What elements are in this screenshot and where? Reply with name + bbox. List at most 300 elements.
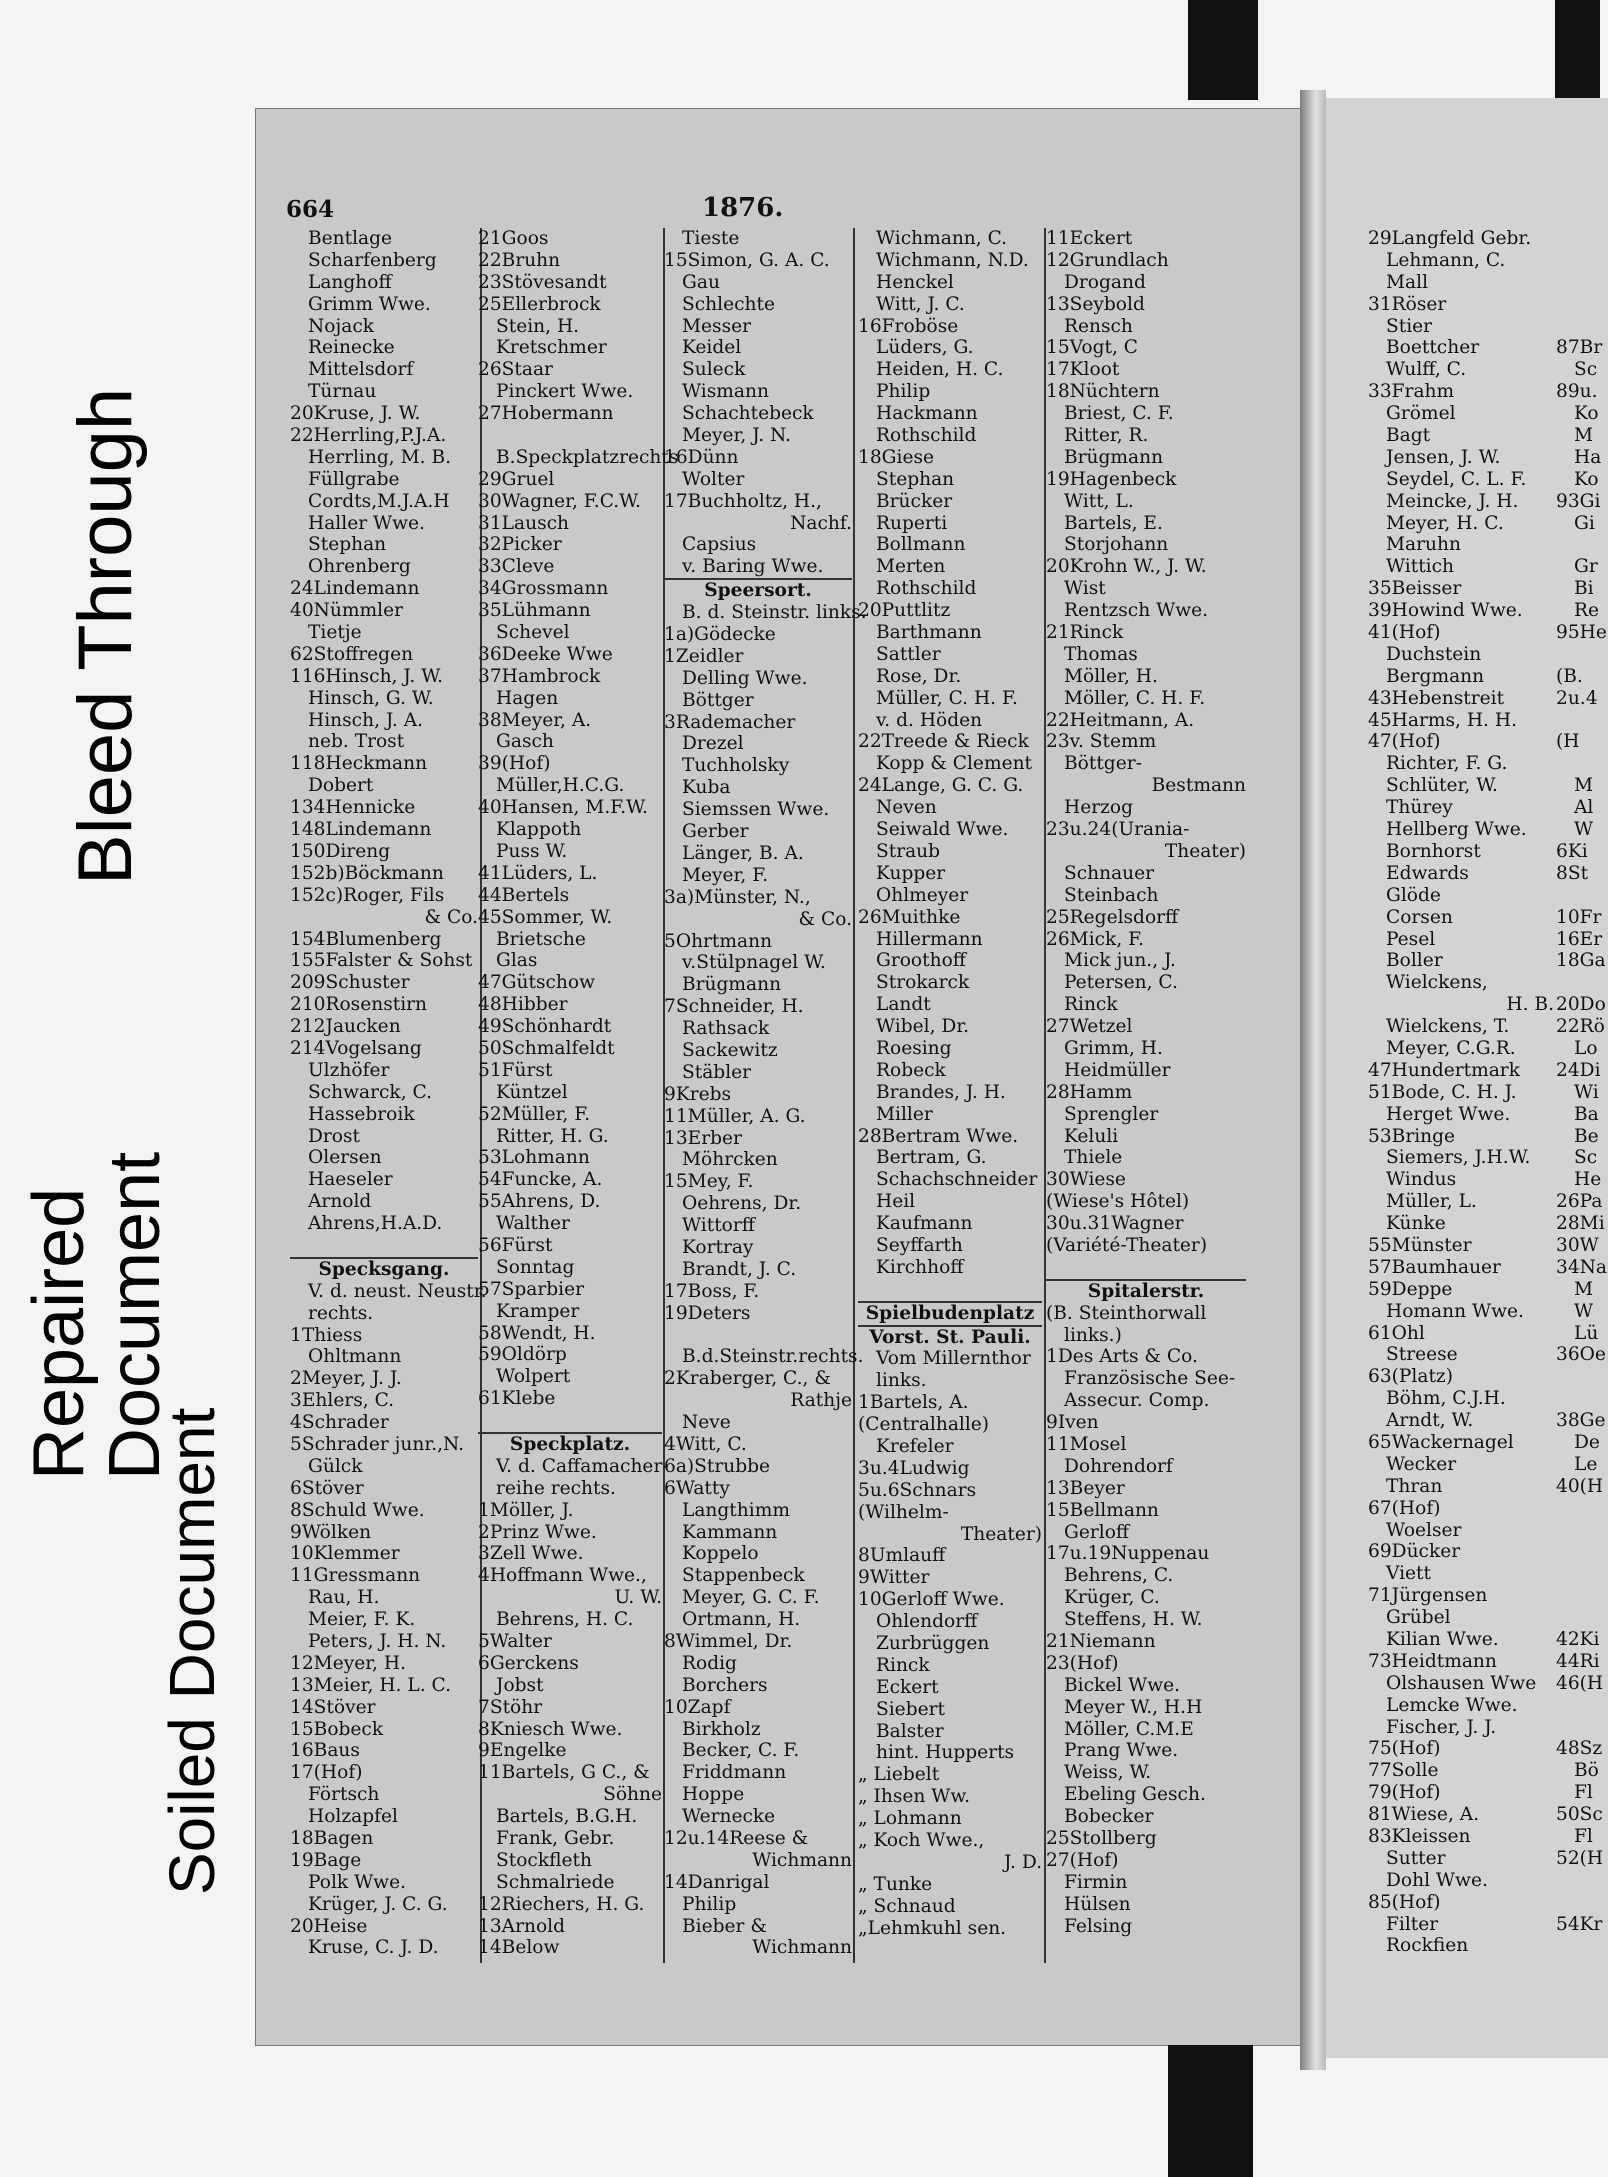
directory-entry: 30Wiese <box>1046 1169 1126 1191</box>
directory-entry: rechts. <box>308 1302 374 1324</box>
directory-entry: 83Kleissen <box>1368 1826 1471 1848</box>
directory-column-6 <box>1368 228 1554 1957</box>
directory-entry: 36Deeke Wwe <box>478 643 613 665</box>
directory-entry: Wittorff <box>682 1215 755 1237</box>
directory-entry: 40Hansen, M.F.W. <box>478 797 648 819</box>
directory-entry: Hackmann <box>876 403 978 425</box>
directory-entry <box>1556 316 1600 338</box>
directory-entry: 52(H <box>1556 1847 1604 1869</box>
directory-entry: 50Sc <box>1556 1804 1603 1826</box>
directory-entry: Lü <box>1574 1322 1599 1344</box>
directory-entry: V. d. neust. Neustr. <box>308 1280 487 1302</box>
directory-entry: 22Rö <box>1556 1016 1605 1038</box>
directory-entry: Kopp & Clement <box>876 753 1033 775</box>
directory-entry <box>1556 1892 1600 1914</box>
directory-entry <box>1556 272 1600 294</box>
directory-entry: 20Heise <box>290 1915 368 1937</box>
directory-entry: 16Dünn <box>664 446 739 468</box>
directory-entry: Theater) <box>1164 840 1246 862</box>
directory-entry: 18Ga <box>1556 950 1606 972</box>
directory-entry: He <box>1574 1169 1602 1191</box>
directory-entry <box>1556 228 1600 250</box>
directory-entry: Edwards <box>1386 862 1469 884</box>
directory-entry: Maruhn <box>1386 534 1461 556</box>
directory-entry: 81Wiese, A. <box>1368 1804 1480 1826</box>
directory-entry: Tieste <box>682 228 740 249</box>
directory-entry: 23v. Stemm <box>1046 731 1157 753</box>
directory-entry <box>1556 753 1600 775</box>
directory-entry: Rau, H. <box>308 1587 380 1609</box>
directory-entry: 30Wagner, F.C.W. <box>478 490 641 512</box>
directory-entry: Prang Wwe. <box>1064 1740 1179 1762</box>
directory-entry: Walther <box>496 1213 570 1235</box>
directory-entry: Meyer W., H.H <box>1064 1696 1203 1718</box>
directory-entry: 26Mick, F. <box>1046 928 1145 950</box>
directory-entry: Bickel Wwe. <box>1064 1674 1181 1696</box>
directory-entry: „ Koch Wwe., <box>858 1830 985 1852</box>
directory-entry: Gi <box>1574 512 1595 534</box>
directory-entry: Balster <box>876 1720 944 1742</box>
directory-entry: Brandes, J. H. <box>876 1081 1006 1103</box>
directory-entry: 20Do <box>1556 994 1606 1016</box>
directory-entry: 13Beyer <box>1046 1477 1125 1499</box>
directory-entry <box>1556 1498 1600 1520</box>
directory-entry: W <box>1574 1300 1594 1322</box>
directory-entry: Sc <box>1574 1147 1598 1169</box>
directory-entry: Scharfenberg <box>308 249 437 271</box>
directory-entry <box>1556 972 1600 994</box>
directory-entry: reihe rechts. <box>496 1477 616 1499</box>
directory-entry: Barthmann <box>876 622 982 644</box>
directory-entry: 4Hoffmann Wwe., <box>478 1565 647 1587</box>
directory-entry: hint. Hupperts <box>876 1742 1015 1764</box>
directory-entry: Schlüter, W. <box>1386 775 1498 797</box>
directory-entry: 3a)Münster, N., <box>664 886 811 908</box>
directory-entry: Witt, J. C. <box>876 293 965 315</box>
directory-entry: 2u.4 <box>1556 687 1598 709</box>
directory-entry: Haller Wwe. <box>308 512 425 534</box>
directory-entry: „Lehmkuhl sen. <box>858 1917 1007 1939</box>
directory-entry: Zurbrüggen <box>876 1633 990 1654</box>
directory-entry: Thürey <box>1386 797 1453 819</box>
directory-entry: Rathje <box>790 1390 852 1412</box>
directory-entry: Vorst. St. Pauli. <box>858 1325 1042 1349</box>
directory-entry: Al <box>1574 797 1594 819</box>
directory-entry: H. B. <box>1506 994 1554 1016</box>
directory-entry: Gr <box>1574 556 1598 578</box>
directory-entry: Ulzhöfer <box>308 1059 390 1081</box>
directory-entry: Brücker <box>876 490 953 512</box>
directory-entry: Kammann <box>682 1521 778 1543</box>
directory-entry: 40(H <box>1556 1475 1604 1497</box>
directory-entry: 71Jürgensen <box>1368 1585 1488 1607</box>
directory-entry: 4Schrader <box>290 1412 389 1434</box>
directory-entry: Wolter <box>682 468 745 490</box>
directory-column-1 <box>290 228 487 1959</box>
directory-entry: Förtsch <box>308 1784 380 1806</box>
directory-entry: Eckert <box>876 1676 939 1698</box>
directory-entry: Rensch <box>1064 315 1133 337</box>
directory-entry: 9Wölken <box>290 1521 372 1543</box>
directory-entry: Peters, J. H. N. <box>308 1631 447 1652</box>
directory-entry: 11Bartels, G C., & <box>478 1762 650 1784</box>
directory-entry: 16Baus <box>290 1740 360 1762</box>
directory-entry <box>1556 1366 1600 1388</box>
directory-entry: 7Stöhr <box>478 1696 543 1718</box>
directory-entry: Wichmann <box>752 1849 852 1871</box>
directory-entry: Ohlendorff <box>876 1611 978 1633</box>
directory-entry: Windus <box>1386 1169 1457 1191</box>
directory-entry: Gülck <box>308 1455 363 1477</box>
directory-entry: Stäbler <box>682 1061 752 1083</box>
directory-entry: 31Lausch <box>478 512 569 534</box>
directory-entry: Fischer, J. J. <box>1386 1716 1497 1738</box>
directory-entry: 77Solle <box>1368 1760 1439 1782</box>
directory-entry: 44Bertels <box>478 884 570 906</box>
directory-entry: 30W <box>1556 1234 1599 1256</box>
directory-entry <box>664 1325 852 1347</box>
directory-entry: 118Heckmann <box>290 753 428 775</box>
directory-entry: Woelser <box>1386 1519 1462 1541</box>
directory-entry: 14Danrigal <box>664 1871 770 1893</box>
directory-entry: (Variété-Theater) <box>1046 1234 1208 1256</box>
directory-entry: 3u.4Ludwig <box>858 1457 970 1479</box>
directory-entry: Bergmann <box>1386 665 1485 687</box>
directory-entry: Haeseler <box>308 1169 393 1191</box>
directory-entry: 45Harms, H. H. <box>1368 709 1518 731</box>
directory-entry: Olersen <box>308 1147 382 1169</box>
directory-entry: Merten <box>876 556 946 578</box>
directory-entry: Wichmann <box>752 1937 852 1959</box>
directory-entry: Lehmann, C. <box>1386 249 1506 271</box>
directory-entry: Drogand <box>1064 271 1146 293</box>
directory-entry: Mall <box>1386 271 1429 293</box>
directory-entry <box>1556 644 1600 666</box>
directory-entry: Meyer, F. <box>682 864 769 886</box>
directory-entry: Böttger <box>682 689 754 711</box>
directory-entry: 32Picker <box>478 534 562 556</box>
directory-entry: 1a)Gödecke <box>664 624 776 646</box>
directory-entry: 148Lindemann <box>290 819 432 841</box>
directory-entry: 12u.14Reese & <box>664 1828 809 1850</box>
directory-entry: Jensen, J. W. <box>1386 446 1501 468</box>
directory-entry: 89u. <box>1556 381 1598 403</box>
directory-entry: (Wilhelm- <box>858 1501 949 1523</box>
directory-entry: 152b)Böckmann <box>290 862 444 884</box>
directory-entry: 47Gütschow <box>478 972 596 994</box>
directory-entry: Kortray <box>682 1236 754 1258</box>
directory-entry: Heil <box>876 1191 916 1213</box>
directory-entry: Seiwald Wwe. <box>876 819 1009 841</box>
directory-entry: Bö <box>1574 1760 1599 1782</box>
directory-entry: v. Baring Wwe. <box>682 556 824 578</box>
directory-entry: 11Eckert <box>1046 228 1133 249</box>
label-repaired-line: Repaired <box>19 1187 99 1480</box>
directory-column-7 <box>1556 228 1608 1935</box>
directory-entry: Koppelo <box>682 1543 759 1565</box>
directory-entry: Tietje <box>308 622 362 644</box>
directory-entry: 15Simon, G. A. C. <box>664 249 830 271</box>
directory-entry: Arnold <box>308 1191 372 1213</box>
directory-entry: 49Schönhardt <box>478 1016 612 1038</box>
margin-label-soiled: Soiled Document <box>156 1407 228 1895</box>
directory-entry: 48Hibber <box>478 994 568 1016</box>
directory-entry: 2Meyer, J. J. <box>290 1368 402 1390</box>
directory-entry: 35Lühmann <box>478 600 591 622</box>
directory-entry: Krefeler <box>876 1435 954 1457</box>
directory-entry: De <box>1574 1431 1600 1453</box>
directory-entry: Hillermann <box>876 928 983 950</box>
directory-entry: Bagt <box>1386 425 1431 447</box>
directory-entry: „ Schnaud <box>858 1895 956 1917</box>
directory-entry: Stockfleth <box>496 1849 592 1871</box>
directory-entry: 3Zell Wwe. <box>478 1543 584 1565</box>
directory-entry: 14Below <box>478 1937 560 1959</box>
directory-entry: Nachf. <box>790 512 852 534</box>
directory-entry: 1Bartels, A. <box>858 1392 969 1414</box>
directory-entry: 79(Hof) <box>1368 1782 1441 1804</box>
directory-entry: 27Hobermann <box>478 403 614 425</box>
directory-entry: Olshausen Wwe <box>1386 1672 1537 1694</box>
directory-entry: & Co. <box>424 906 478 928</box>
directory-entry: 16Froböse <box>858 315 959 337</box>
directory-entry: Ohltmann <box>308 1346 402 1368</box>
directory-entry: 41Lüders, L. <box>478 862 598 884</box>
directory-entry: 11Müller, A. G. <box>664 1105 806 1127</box>
directory-entry: Viett <box>1386 1563 1431 1585</box>
directory-entry: 25Stollberg <box>1046 1828 1157 1850</box>
directory-entry: Rockfien <box>1386 1935 1469 1957</box>
directory-entry: 44Ri <box>1556 1650 1600 1672</box>
directory-entry: Mick jun., J. <box>1064 950 1176 972</box>
page-year: 1876. <box>702 193 784 223</box>
directory-entry: Schachtebeck <box>682 403 814 425</box>
directory-entry: 7Schneider, H. <box>664 996 804 1018</box>
directory-entry: Stappenbeck <box>682 1565 805 1587</box>
directory-entry: Lo <box>1574 1037 1598 1059</box>
directory-entry: Philip <box>682 1893 737 1915</box>
directory-entry: B. d. Steinstr. links. <box>682 602 867 624</box>
directory-entry: v. d. Höden <box>876 709 983 731</box>
directory-entry: Stephan <box>876 468 955 490</box>
directory-entry: 1Möller, J. <box>478 1499 574 1521</box>
directory-entry: 67(Hof) <box>1368 1497 1441 1519</box>
directory-entry: Ritter, H. G. <box>496 1125 609 1147</box>
directory-entry: Bollmann <box>876 534 966 556</box>
directory-entry: M <box>1574 775 1594 797</box>
directory-entry: Corsen <box>1386 906 1453 928</box>
directory-entry: 5Walter <box>478 1631 552 1652</box>
directory-entry: Briest, C. F. <box>1064 403 1174 425</box>
directory-entry: Richter, F. G. <box>1386 753 1508 775</box>
directory-entry: Böttger- <box>1064 753 1142 775</box>
page-fold <box>1300 90 1326 2070</box>
directory-entry: 45Sommer, W. <box>478 906 613 928</box>
directory-entry: 8Kniesch Wwe. <box>478 1718 623 1740</box>
directory-entry: Sutter <box>1386 1847 1446 1869</box>
directory-entry: 19Deters <box>664 1302 751 1324</box>
directory-entry: Ko <box>1574 403 1599 425</box>
directory-entry: Schmalriede <box>496 1871 615 1893</box>
directory-entry: Oehrens, Dr. <box>682 1193 802 1215</box>
directory-entry: Pesel <box>1386 928 1436 950</box>
directory-entry: M <box>1574 1278 1594 1300</box>
directory-entry: 39Howind Wwe. <box>1368 600 1523 622</box>
directory-entry: 8Umlauff <box>858 1545 946 1567</box>
directory-entry: 22Heitmann, A. <box>1046 709 1195 731</box>
directory-entry: Ebeling Gesch. <box>1064 1784 1206 1806</box>
directory-entry: 3Ehlers, C. <box>290 1390 395 1412</box>
directory-entry: Le <box>1574 1453 1598 1475</box>
directory-entry: 2Kraberger, C., & <box>664 1368 831 1390</box>
directory-entry: 53Bringe <box>1368 1125 1456 1147</box>
directory-entry: Arndt, W. <box>1386 1410 1474 1432</box>
directory-entry: 75(Hof) <box>1368 1738 1441 1760</box>
directory-entry: Gerloff <box>1064 1521 1130 1543</box>
directory-entry: 26Pa <box>1556 1191 1603 1213</box>
directory-entry <box>290 1235 478 1257</box>
directory-entry: Stephan <box>308 534 387 556</box>
directory-entry: 155Falster & Sohst <box>290 950 473 972</box>
directory-entry: 33Frahm <box>1368 381 1455 403</box>
directory-entry: Borchers <box>682 1674 768 1696</box>
directory-entry: 55Münster <box>1368 1234 1472 1256</box>
directory-entry: 39(Hof) <box>478 753 551 775</box>
directory-entry: 19Hagenbeck <box>1046 468 1177 490</box>
directory-entry: Ohrenberg <box>308 556 411 578</box>
directory-entry: 20Kruse, J. W. <box>290 403 421 425</box>
directory-entry: (B. Steinthorwall <box>1046 1302 1207 1324</box>
directory-entry: Kilian Wwe. <box>1386 1629 1499 1650</box>
directory-entry: 23Stövesandt <box>478 271 607 293</box>
directory-entry: Bieber & <box>682 1915 767 1937</box>
directory-entry: 5u.6Schnars <box>858 1479 977 1501</box>
directory-entry: Grimm Wwe. <box>308 293 431 315</box>
directory-entry: 22Treede & Rieck <box>858 731 1029 753</box>
directory-entry: 6a)Strubbe <box>664 1455 771 1477</box>
directory-entry: Bartels, B.G.H. <box>496 1806 638 1828</box>
directory-entry: 22Bruhn <box>478 249 561 271</box>
directory-entry: 13Meier, H. L. C. <box>290 1674 451 1696</box>
directory-entry: Firmin <box>1064 1871 1128 1893</box>
directory-entry: Ba <box>1574 1103 1599 1125</box>
directory-entry <box>858 1279 1042 1301</box>
directory-entry: 150Direng <box>290 840 391 862</box>
directory-entry: Steinbach <box>1064 884 1159 906</box>
directory-entry: Ohlmeyer <box>876 884 969 906</box>
directory-entry: Behrens, C. <box>1064 1565 1174 1587</box>
directory-entry: Schlechte <box>682 293 775 315</box>
directory-entry: 18Nüchtern <box>1046 381 1160 403</box>
directory-entry: 23u.24(Urania- <box>1046 819 1190 841</box>
directory-entry: 18Giese <box>858 446 935 468</box>
directory-entry: 11Mosel <box>1046 1433 1127 1455</box>
directory-entry: 63(Platz) <box>1368 1366 1453 1388</box>
directory-entry: 17u.19Nuppenau <box>1046 1543 1210 1565</box>
directory-entry: Tuchholsky <box>682 755 790 777</box>
directory-entry: (H <box>1556 731 1580 753</box>
directory-entry: 65Wackernagel <box>1368 1431 1514 1453</box>
directory-entry: Drost <box>308 1125 361 1147</box>
directory-entry: Polk Wwe. <box>308 1871 407 1893</box>
directory-entry: Keluli <box>1064 1125 1119 1147</box>
directory-entry: 59Oldörp <box>478 1344 567 1366</box>
directory-entry: 4Witt, C. <box>664 1433 747 1455</box>
directory-entry <box>1556 1520 1600 1542</box>
directory-entry: Bobecker <box>1064 1806 1154 1828</box>
directory-entry: Pinckert Wwe. <box>496 381 634 403</box>
directory-entry: Küntzel <box>496 1081 568 1103</box>
directory-entry: Brügmann <box>1064 446 1164 468</box>
directory-entry: Be <box>1574 1125 1599 1147</box>
directory-entry: 1Des Arts & Co. <box>1046 1346 1198 1368</box>
directory-entry: Bertram, G. <box>876 1147 987 1169</box>
directory-entry: 27Wetzel <box>1046 1016 1133 1038</box>
directory-entry: Länger, B. A. <box>682 842 804 864</box>
directory-entry: 12Riechers, H. G. <box>478 1893 645 1915</box>
directory-entry: Speckplatz. <box>478 1432 662 1456</box>
directory-entry: Assecur. Comp. <box>1064 1390 1210 1412</box>
directory-entry: Spitalerstr. <box>1046 1279 1246 1303</box>
directory-entry: Bornhorst <box>1386 840 1481 862</box>
directory-entry: Kaufmann <box>876 1213 973 1235</box>
directory-entry: Krüger, J. C. G. <box>308 1893 448 1915</box>
directory-entry: 9Krebs <box>664 1083 732 1105</box>
directory-entry: „ Liebelt <box>858 1764 940 1786</box>
directory-entry: 43Hebenstreit <box>1368 687 1505 709</box>
directory-entry: Miller <box>876 1103 933 1125</box>
directory-entry: J. D. <box>1004 1851 1042 1873</box>
directory-entry: U. W. <box>614 1587 662 1609</box>
directory-entry: Seydel, C. L. F. <box>1386 468 1527 490</box>
directory-entry: Weiss, W. <box>1064 1762 1152 1784</box>
directory-entry: 28Hamm <box>1046 1081 1133 1103</box>
directory-entry: Grübel <box>1386 1607 1451 1629</box>
directory-entry: Stein, H. <box>496 315 580 337</box>
directory-entry: 6Watty <box>664 1477 730 1499</box>
directory-entry: 13Erber <box>664 1127 742 1149</box>
directory-entry: Glöde <box>1386 884 1441 906</box>
directory-entry: Rinck <box>1064 994 1118 1016</box>
directory-entry: 55Ahrens, D. <box>478 1191 601 1213</box>
directory-entry: 19Bage <box>290 1849 362 1871</box>
directory-entry: Seyffarth <box>876 1234 963 1256</box>
directory-entry: & Co. <box>798 908 852 930</box>
directory-entry: Witt, L. <box>1064 490 1134 512</box>
directory-entry: Müller, C. H. F. <box>876 687 1018 709</box>
directory-entry: 14Stöver <box>290 1696 376 1718</box>
directory-entry: Jobst <box>496 1674 544 1696</box>
directory-entry: Stier <box>1386 315 1433 337</box>
directory-entry: 41(Hof) <box>1368 622 1441 644</box>
directory-entry <box>1556 1585 1600 1607</box>
directory-entry: 28Bertram Wwe. <box>858 1125 1019 1147</box>
directory-entry: 61Klebe <box>478 1388 556 1410</box>
directory-entry: Heidmüller <box>1064 1059 1171 1081</box>
directory-entry: Dohl Wwe. <box>1386 1869 1488 1891</box>
directory-entry: 50Schmalfeldt <box>478 1037 615 1059</box>
directory-entry: 52Müller, F. <box>478 1103 591 1125</box>
directory-entry: Robeck <box>876 1059 946 1081</box>
directory-entry: 51Fürst <box>478 1059 553 1081</box>
directory-entry: Möller, C. H. F. <box>1064 687 1206 709</box>
directory-entry: Frank, Gebr. <box>496 1828 615 1850</box>
directory-entry: 17Kloot <box>1046 359 1120 381</box>
directory-entry: Boettcher <box>1386 337 1480 359</box>
directory-entry: Krüger, C. <box>1064 1587 1160 1609</box>
directory-entry: 69Dücker <box>1368 1541 1461 1563</box>
directory-entry: Rentzsch Wwe. <box>1064 600 1209 622</box>
